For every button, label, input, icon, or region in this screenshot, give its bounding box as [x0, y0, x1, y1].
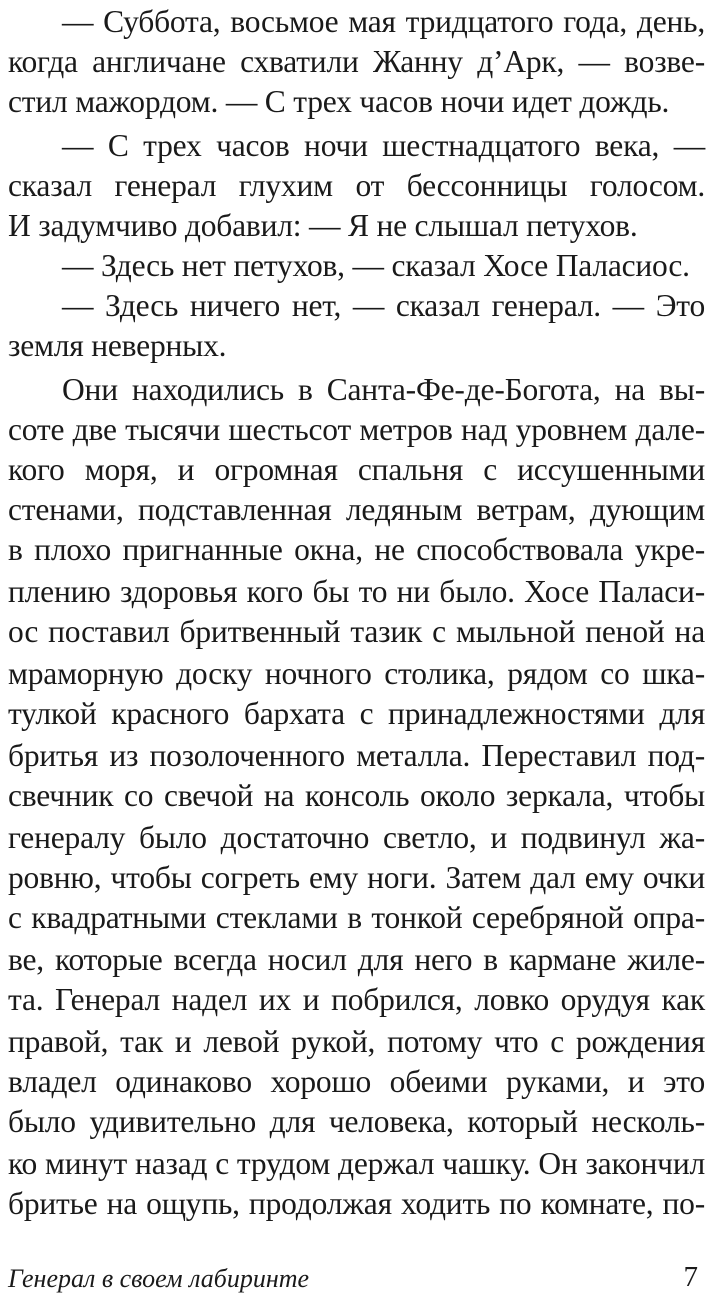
- text-line: кого моря, и огромная спальня с иссушенными: [8, 452, 705, 487]
- text-line: ос поставил бритвенный тазик с мыльной пеной на: [8, 614, 705, 649]
- text-line: земля неверных.: [8, 328, 227, 363]
- text-line: с квадратными стеклами в тонкой серебряной опра-: [8, 900, 705, 935]
- text-line: владел одинаково хорошо обеими руками, и это: [8, 1064, 705, 1099]
- text-line: в плохо пригнанные окна, не способствовала укре-: [8, 532, 705, 567]
- text-line: ве, которые всегда носил для него в кармане жиле-: [8, 942, 705, 977]
- text-line: та. Генерал надел их и побрился, ловко орудуя как: [8, 982, 705, 1017]
- text-line: соте две тысячи шестьсот метров над уровнем дале-: [8, 412, 705, 447]
- text-line: — С трех часов ночи шестнадцатого века, —: [62, 128, 705, 163]
- text-line: генералу было достаточно светло, и подвинул жа-: [8, 820, 705, 855]
- text-line: было удивительно для человека, который несколь-: [8, 1104, 705, 1139]
- text-line: бритья из позолоченного металла. Переставил под-: [8, 738, 705, 773]
- text-line: стил мажордом. — С трех часов ночи идет дождь.: [8, 84, 670, 119]
- text-line: ровню, чтобы согреть ему ноги. Затем дал ему очки: [8, 860, 705, 895]
- text-line: когда англичане схватили Жанну д’Арк, — возве-: [8, 44, 705, 79]
- text-line: правой, так и левой рукой, потому что с рождения: [8, 1024, 705, 1059]
- running-footer-title: Генерал в своем лабиринте: [8, 1264, 310, 1293]
- text-line: — Здесь ничего нет, — сказал генерал. — Это: [62, 288, 705, 323]
- text-line: сказал генерал глухим от бессонницы голосом.: [8, 168, 705, 203]
- page-number: 7: [683, 1261, 698, 1293]
- text-line: мраморную доску ночного столика, рядом со шка-: [8, 656, 705, 691]
- text-line: плению здоровья кого бы то ни было. Хосе Паласи-: [8, 574, 705, 609]
- text-line: свечник со свечой на консоль около зеркала, чтобы: [8, 778, 705, 813]
- text-line: — Суббота, восьмое мая тридцатого года, день,: [62, 4, 705, 39]
- text-line: стенами, подставленная ледяным ветрам, дующим: [8, 492, 705, 527]
- text-line: И задумчиво добавил: — Я не слышал петухов.: [8, 208, 638, 243]
- text-line: — Здесь нет петухов, — сказал Хосе Паласиос.: [62, 248, 690, 283]
- text-line: бритье на ощупь, продолжая ходить по комнате, по-: [8, 1186, 705, 1221]
- text-line: Они находились в Санта-Фе-де-Богота, на вы-: [62, 372, 705, 407]
- text-line: тулкой красного бархата с принадлежностями для: [8, 696, 705, 731]
- text-line: ко минут назад с трудом держал чашку. Он закончил: [8, 1146, 705, 1181]
